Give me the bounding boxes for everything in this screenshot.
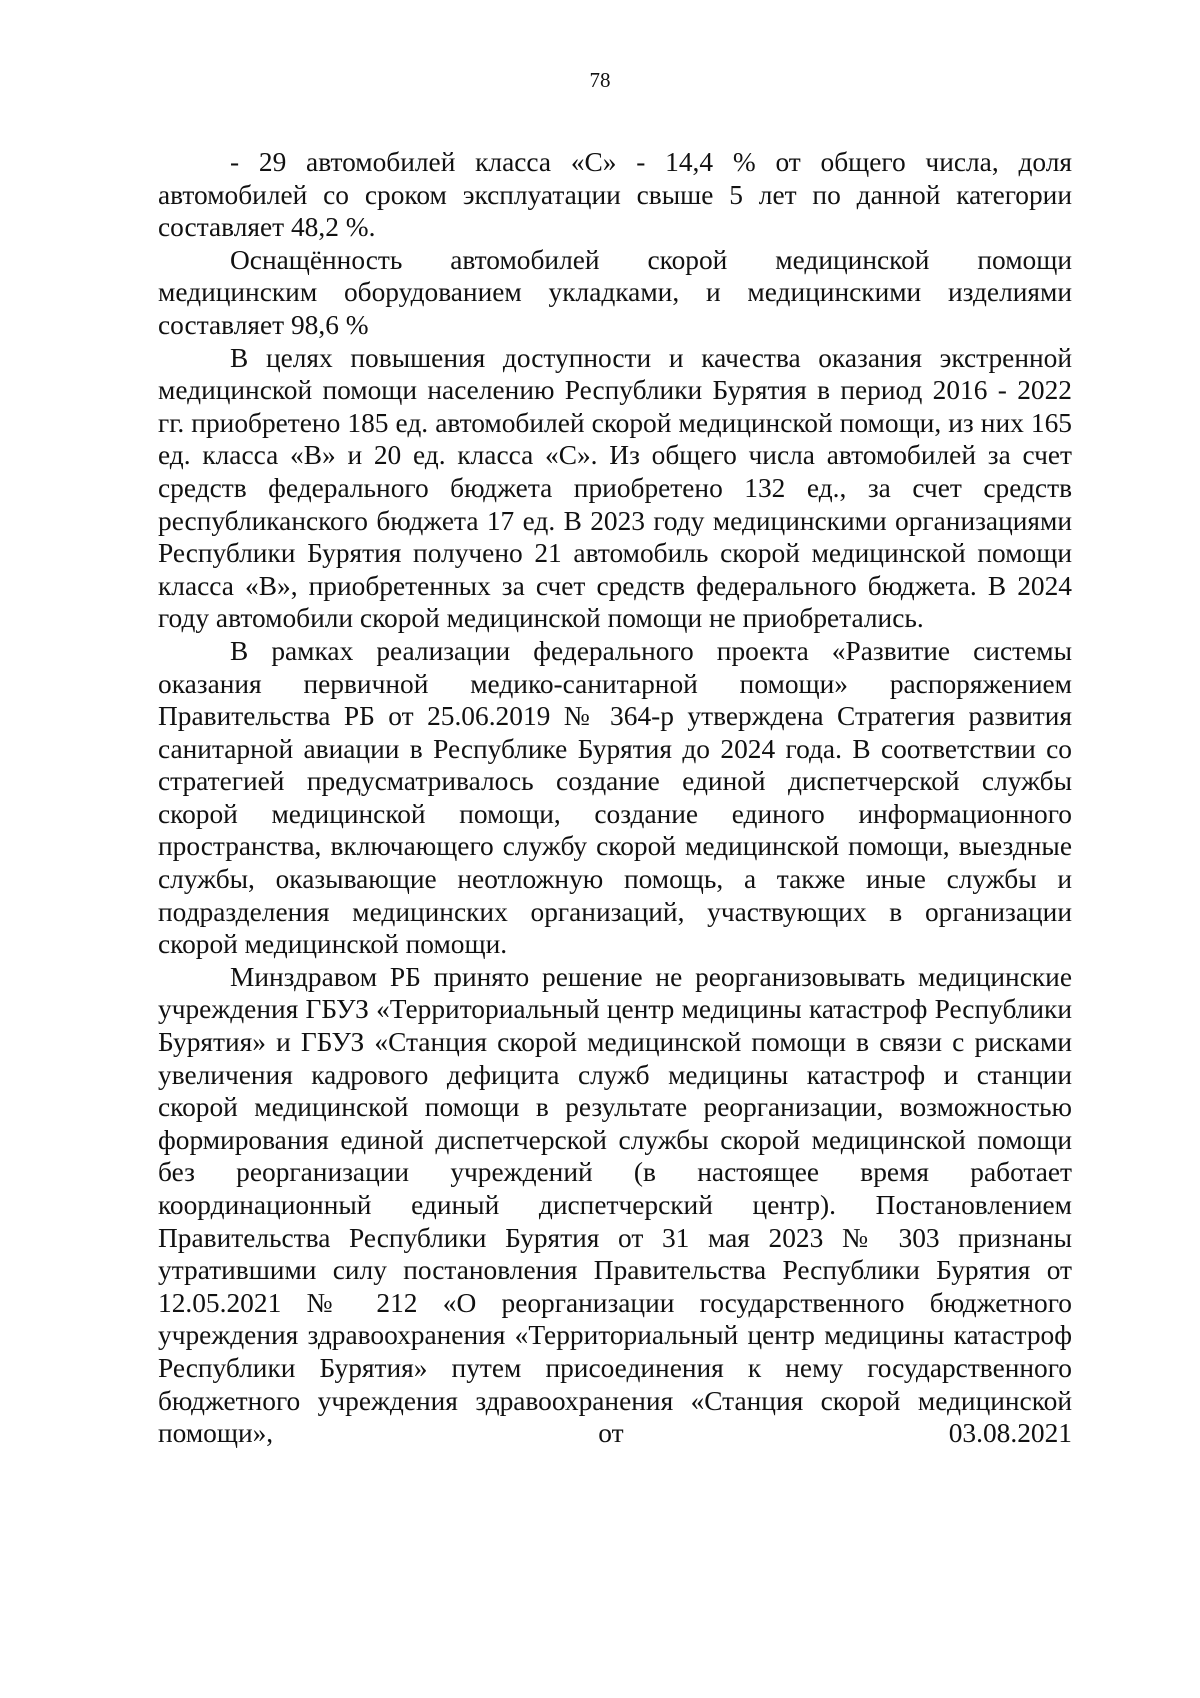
paragraph-reorganization-decision: Минздравом РБ принято решение не реорганизовывать медицинские учреждения ГБУЗ «Территориальный центр медицины катастроф Республики Бурятия» и ГБУЗ «Станция скорой медицинской помощи в связи с рисками увеличения кадрового дефицита служб медицины катастроф и станции скорой медицинской помощи в результате реорганизации, возможностью формирования единой диспетчерской службы скорой медицинской помощи без реорганизации учреждений (в настоящее время работает координационный единый диспетчерский центр). Постановлением Правительства Республики Бурятия от 31 мая 2023 № 303 признаны утратившими силу постановления Правительства Республики Бурятия от 12.05.2021 № 212 «О реорганизации государственного бюджетного учреждения здравоохранения «Территориальный центр медицины катастроф Республики Бурятия» путем присоединения к нему государственного бюджетного учреждения здравоохранения «Станция скорой медицинской помощи», от 03.08.2021 <box>158 961 1072 1449</box>
paragraph-equipment: Оснащённость автомобилей скорой медицинской помощи медицинским оборудованием укладками, и медицинскими изделиями составляет 98,6 % <box>158 244 1072 340</box>
document-body <box>158 146 1072 1450</box>
page-number: 78 <box>589 68 611 92</box>
paragraph-federal-project: В рамках реализации федерального проекта «Развитие системы оказания первичной медико-санитарной помощи» распоряжением Правительства РБ от 25.06.2019 № 364-р утверждена Стратегия развития санитарной авиации в Республике Бурятия до 2024 года. В соответствии со стратегией предусматривалось создание единой диспетчерской службы скорой медицинской помощи, создание единого информационного пространства, включающего службу скорой медицинской помощи, выездные службы, оказывающие неотложную помощь, а также иные службы и подразделения медицинских организаций, участвующих в организации скорой медицинской помощи. <box>158 635 1072 960</box>
paragraph-vehicle-purchases: В целях повышения доступности и качества оказания экстренной медицинской помощи населению Республики Бурятия в период 2016 - 2022 гг. приобретено 185 ед. автомобилей скорой медицинской помощи, из них 165 ед. класса «В» и 20 ед. класса «С». Из общего числа автомобилей за счет средств федерального бюджета приобретено 132 ед., за счет средств республиканского бюджета 17 ед. В 2023 году медицинскими организациями Республики Бурятия получено 21 автомобиль скорой медицинской помощи класса «В», приобретенных за счет средств федерального бюджета. В 2024 году автомобили скорой медицинской помощи не приобретались. <box>158 342 1072 634</box>
paragraph-vehicles-class-c: - 29 автомобилей класса «С» - 14,4 % от общего числа, доля автомобилей со сроком эксплуатации свыше 5 лет по данной категории составляет 48,2 %. <box>158 147 1072 243</box>
